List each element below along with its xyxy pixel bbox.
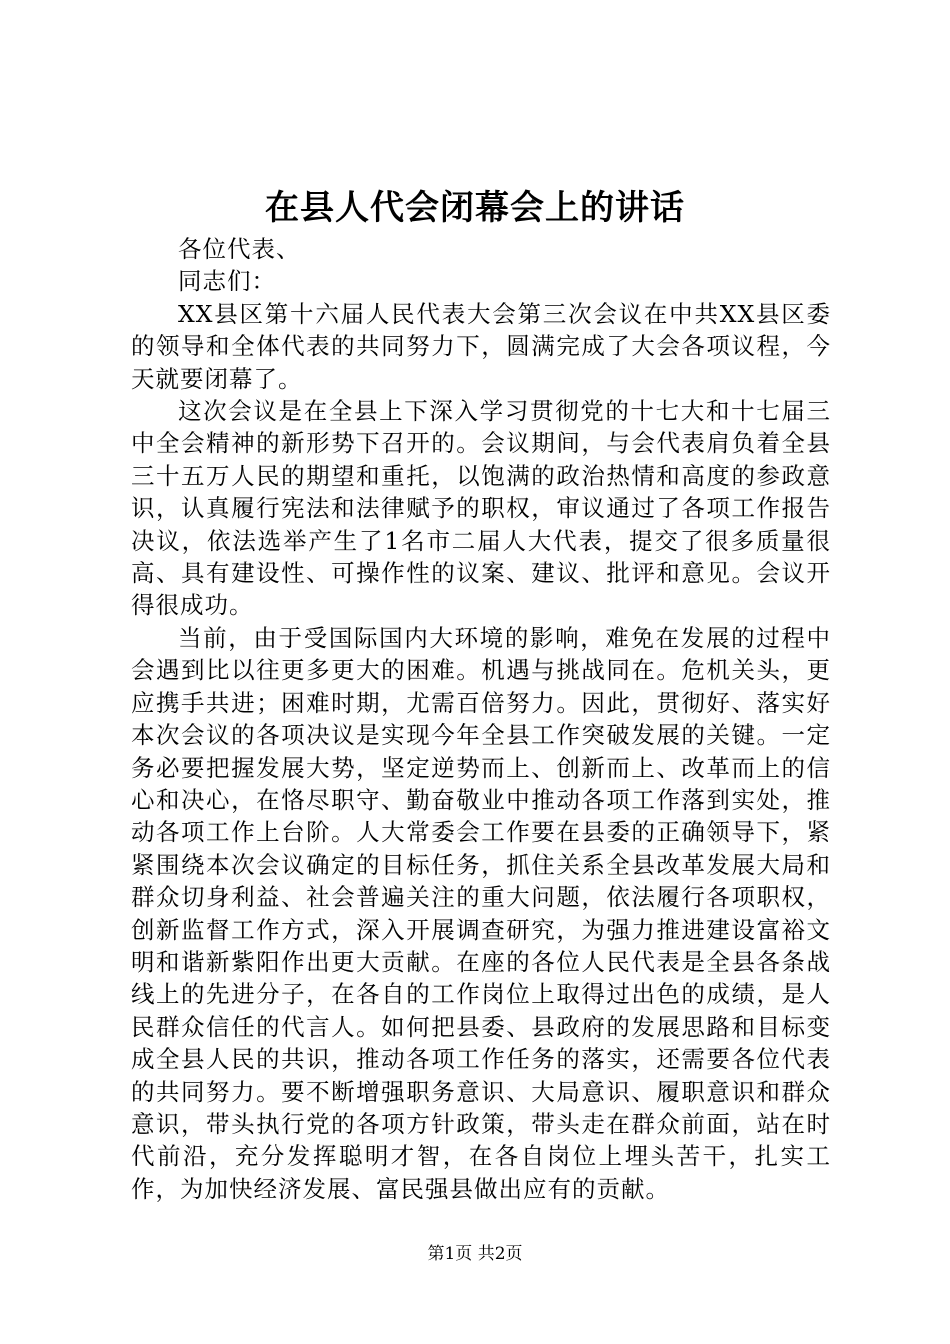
page-title: 在县人代会闭幕会上的讲话 — [265, 188, 685, 228]
paragraph: XX县区第十六届人民代表大会第三次会议在中共XX县区委的领导和全体代表的共同努力下，圆满完成了大会各项议程，今天就要闭幕了。 — [131, 299, 831, 393]
salutation-line: 同志们： — [178, 267, 276, 296]
page-footer: 第1页 共2页 — [427, 1244, 523, 1264]
document-body — [131, 233, 831, 1205]
salutation-line: 各位代表、 — [178, 235, 301, 263]
paragraph: 这次会议是在全县上下深入学习贯彻党的十七大和十七届三中全会精神的新形势下召开的。会议期间，与会代表肩负着全县三十五万人民的期望和重托，以饱满的政治热情和高度的参政意识，认真履行宪法和法律赋予的职权，审议通过了各项工作报告决议，依法选举产生了1名市二届人大代表，提交了很多质量很高、具有建设性、可操作性的议案、建议、批评和意见。会议开得很成功。 — [131, 397, 831, 620]
paragraph: 当前，由于受国际国内大环境的影响，难免在发展的过程中会遇到比以往更多更大的困难。机遇与挑战同在。危机关头，更应携手共进；困难时期，尤需百倍努力。因此，贯彻好、落实好本次会议的各项决议是实现今年全县工作突破发展的关键。一定务必要把握发展大势，坚定逆势而上、创新而上、改革而上的信心和决心，在恪尽职守、勤奋敬业中推动各项工作落到实处，推动各项工作上台阶。人大常委会工作要在县委的正确领导下，紧紧围绕本次会议确定的目标任务，抓住关系全县改革发展大局和群众切身利益、社会普遍关注的重大问题，依法履行各项职权，创新监督工作方式，深入开展调查研究，为强力推进建设富裕文明和谐新紫阳作出更大贡献。在座的各位人民代表是全县各条战线上的先进分子，在各自的工作岗位上取得过出色的成绩，是人民群众信任的代言人。如何把县委、县政府的发展思路和目标变成全县人民的共识，推动各项工作任务的落实，还需要各位代表的共同努力。要不断增强职务意识、大局意识、履职意识和群众意识，带头执行党的各项方针政策，带头走在群众前面，站在时代前沿，充分发挥聪明才智，在各自岗位上埋头苦干，扎实工作，为加快经济发展、富民强县做出应有的贡献。 — [131, 623, 831, 1203]
